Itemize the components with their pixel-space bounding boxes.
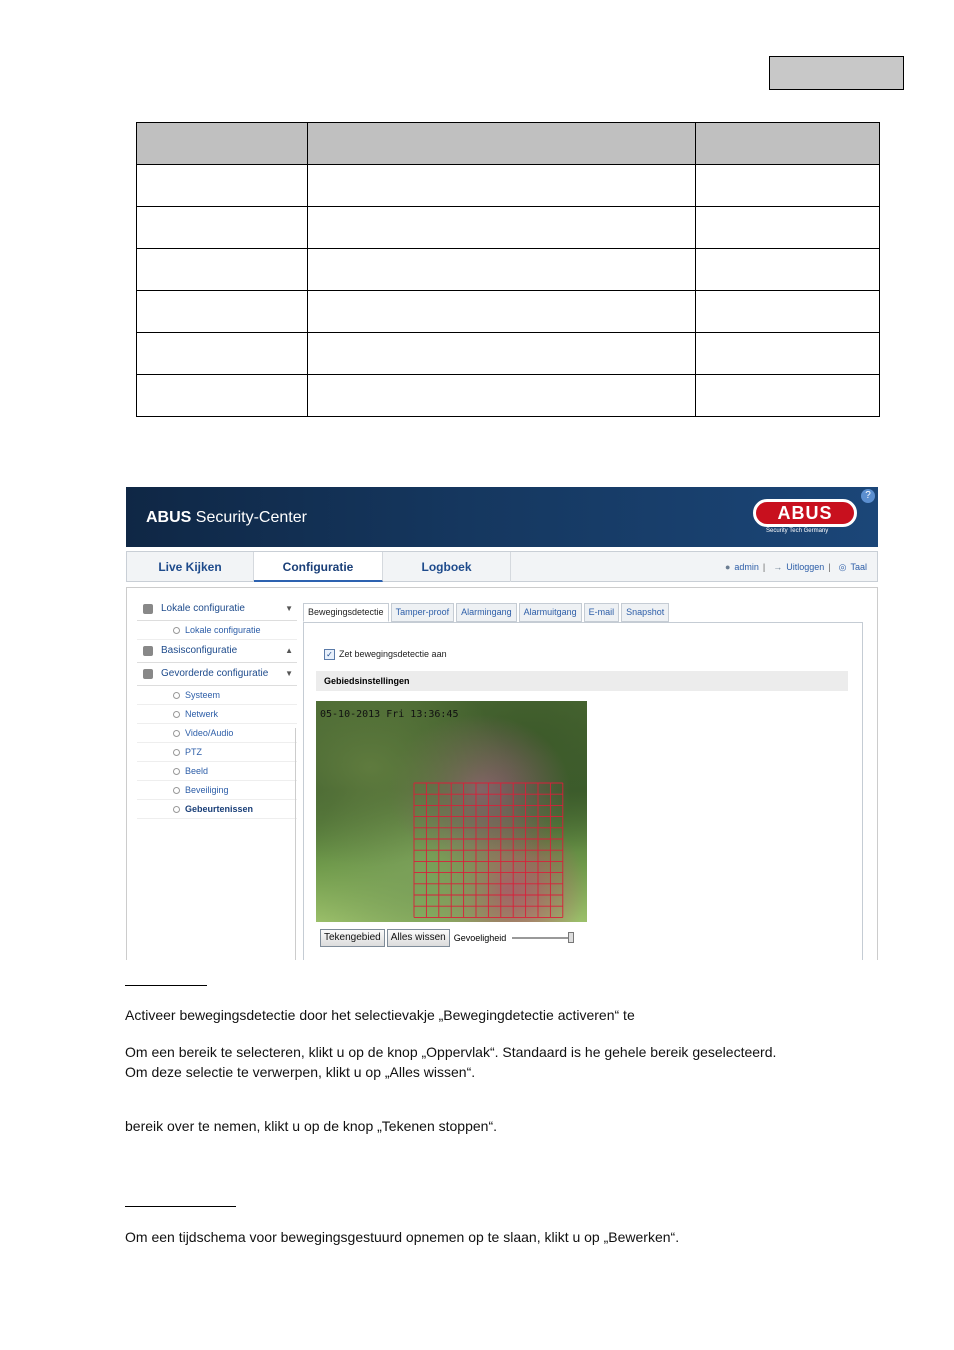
chevron-up-icon: ▲ <box>285 646 293 655</box>
draw-area-button[interactable]: Tekengebied <box>320 929 385 947</box>
event-tabs <box>303 603 671 621</box>
table-cell <box>696 165 880 207</box>
table-cell <box>137 333 308 375</box>
table-row <box>137 207 880 249</box>
motion-grid[interactable] <box>316 701 587 922</box>
chevron-down-icon: ▼ <box>285 669 293 678</box>
app-title-rest: Security-Center <box>191 509 307 526</box>
enable-motion-row <box>324 649 447 660</box>
user-links <box>721 552 867 582</box>
sidebar-item-label: Video/Audio <box>185 728 234 738</box>
sidebar-item-label: PTZ <box>185 747 202 757</box>
table-header-cell <box>308 123 696 165</box>
table-row <box>137 291 880 333</box>
table-cell <box>137 207 308 249</box>
bullet-icon <box>173 749 180 756</box>
language-link[interactable]: Taal <box>850 562 867 572</box>
table-header-cell <box>696 123 880 165</box>
table-cell <box>308 375 696 417</box>
slider-track <box>512 937 574 939</box>
sidebar-item-local-config[interactable] <box>137 621 297 640</box>
sidebar-item-label: Beveiliging <box>185 785 229 795</box>
table-cell <box>137 291 308 333</box>
app-banner <box>126 487 878 547</box>
language-box <box>769 56 904 90</box>
help-icon[interactable]: ? <box>861 489 875 503</box>
bullet-icon <box>173 627 180 634</box>
motion-panel <box>303 622 863 960</box>
bullet-icon <box>173 711 180 718</box>
bullet-icon <box>173 768 180 775</box>
tab-tamper-proof[interactable]: Tamper-proof <box>391 603 455 622</box>
table-cell <box>696 249 880 291</box>
tab-alarm-input[interactable]: Alarmingang <box>456 603 517 622</box>
sidebar-item-events[interactable] <box>137 800 297 819</box>
logout-icon: → <box>773 562 783 572</box>
clear-all-button[interactable]: Alles wissen <box>387 929 450 947</box>
tab-alarm-output[interactable]: Alarmuitgang <box>519 603 582 622</box>
abus-logo: ABUS <box>753 499 857 527</box>
camera-timestamp: 05-10-2013 Fri 13:36:45 <box>320 709 459 720</box>
area-controls <box>320 929 574 947</box>
table-cell <box>308 249 696 291</box>
sidebar-section-label: Basisconfiguratie <box>161 645 238 656</box>
sidebar-section-local[interactable] <box>137 598 297 621</box>
sensitivity-slider[interactable] <box>512 932 574 944</box>
gear-icon <box>143 646 153 656</box>
sidebar-item-system[interactable] <box>137 686 297 705</box>
sidebar-item-video-audio[interactable] <box>137 724 297 743</box>
table-cell <box>696 207 880 249</box>
main-nav <box>126 551 878 582</box>
table-cell <box>696 333 880 375</box>
table-row <box>137 249 880 291</box>
bullet-icon <box>173 730 180 737</box>
spec-table <box>136 122 880 417</box>
bullet-icon <box>173 787 180 794</box>
table-row <box>137 165 880 207</box>
separator: | <box>762 562 766 572</box>
sidebar-item-security[interactable] <box>137 781 297 800</box>
paragraph: Om een tijdschema voor bewegingsgestuurd opnemen op te slaan, klikt u op „Bewerken“. <box>125 1229 680 1245</box>
sidebar-section-advanced[interactable] <box>137 663 297 686</box>
table-header-cell <box>137 123 308 165</box>
tab-log[interactable]: Logboek <box>383 552 511 582</box>
sidebar-item-ptz[interactable] <box>137 743 297 762</box>
logout-link[interactable]: Uitloggen <box>786 562 825 572</box>
section-rule <box>125 1206 236 1207</box>
table-row <box>137 375 880 417</box>
sidebar-item-network[interactable] <box>137 705 297 724</box>
tab-email[interactable]: E-mail <box>584 603 620 622</box>
sensitivity-label: Gevoeligheid <box>453 933 507 943</box>
table-cell <box>696 375 880 417</box>
separator: | <box>828 562 831 572</box>
config-content <box>126 587 878 960</box>
sidebar-item-label: Lokale configuratie <box>185 625 261 635</box>
paragraph: Om deze selectie te verwerpen, klikt u op „Alles wissen“. <box>125 1064 476 1080</box>
sidebar-item-image[interactable] <box>137 762 297 781</box>
tab-configuration[interactable]: Configuratie <box>254 552 383 582</box>
enable-motion-label: Zet bewegingsdetectie aan <box>339 649 447 659</box>
paragraph: Activeer bewegingsdetectie door het selectievakje „Bewegingdetectie activeren“ te <box>125 1007 635 1023</box>
table-cell <box>137 375 308 417</box>
sidebar-section-basic[interactable] <box>137 640 297 663</box>
wrench-icon <box>143 669 153 679</box>
table-cell <box>308 333 696 375</box>
table-cell <box>137 165 308 207</box>
tab-snapshot[interactable]: Snapshot <box>621 603 669 622</box>
table-header-row <box>137 123 880 165</box>
sidebar-section-label: Lokale configuratie <box>161 603 245 614</box>
enable-motion-checkbox[interactable]: ✓ <box>324 649 335 660</box>
bullet-icon <box>173 806 180 813</box>
tab-motion-detection[interactable]: Bewegingsdetectie <box>303 603 389 622</box>
table-cell <box>308 207 696 249</box>
table-cell <box>137 249 308 291</box>
embedded-screenshot <box>126 487 878 960</box>
table-row <box>137 333 880 375</box>
paragraph: Om een bereik te selecteren, klikt u op de knop „Oppervlak“. Standaard is he gehele bereik geselecteerd. <box>125 1044 777 1060</box>
table-cell <box>308 291 696 333</box>
sidebar-divider <box>295 728 296 960</box>
slider-thumb[interactable] <box>568 932 574 943</box>
table-cell <box>696 291 880 333</box>
app-title-brand: ABUS <box>146 509 192 526</box>
sidebar-item-label: Netwerk <box>185 709 219 719</box>
bullet-icon <box>173 692 180 699</box>
user-name-link[interactable]: admin <box>734 562 759 572</box>
sidebar-item-label: Systeem <box>185 690 221 700</box>
sidebar-section-label: Gevorderde configuratie <box>161 668 269 679</box>
user-icon: ● <box>724 562 731 572</box>
camera-preview[interactable] <box>316 701 587 922</box>
app-title <box>146 509 307 527</box>
area-settings-header: Gebiedsinstellingen <box>316 671 848 691</box>
chevron-down-icon: ▼ <box>285 604 293 613</box>
sidebar-item-label: Gebeurtenissen <box>185 804 254 814</box>
abus-logo-tagline: Security Tech Germany <box>766 528 829 534</box>
table-cell <box>308 165 696 207</box>
sidebar-item-label: Beeld <box>185 766 209 776</box>
paragraph: bereik over te nemen, klikt u op de knop „Tekenen stoppen“. <box>125 1118 497 1134</box>
monitor-icon <box>143 604 153 614</box>
globe-icon: ◎ <box>838 562 847 572</box>
section-rule <box>125 985 207 986</box>
tab-live-view[interactable]: Live Kijken <box>127 552 254 582</box>
sidebar <box>137 598 297 819</box>
